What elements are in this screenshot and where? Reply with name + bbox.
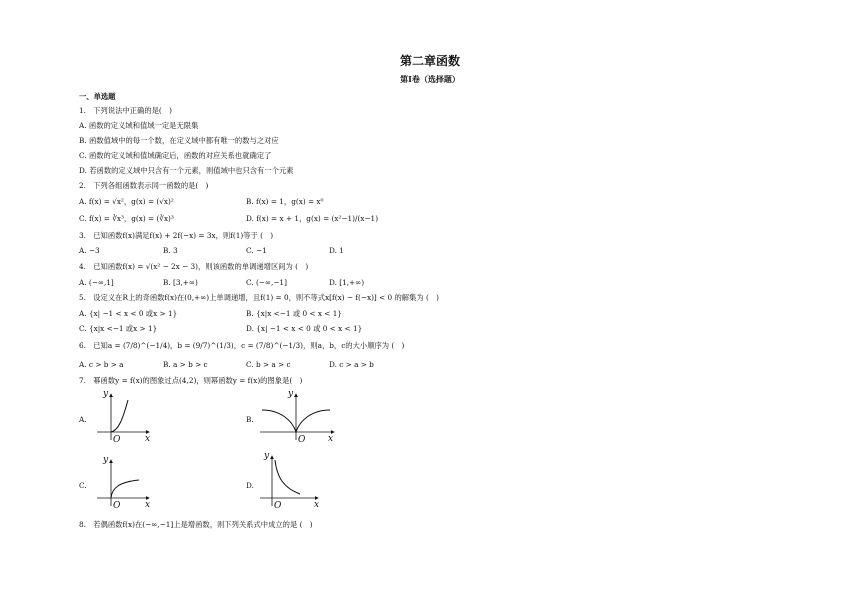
q2-option-c: C. f(x) = ∛x³，g(x) = (∛x)³ [79,214,174,223]
y-label: y [288,389,294,399]
section-heading: 一、单选题 [79,92,116,101]
q1-option-d: D. 若函数的定义域中只含有一个元素，则值域中也只含有一个元素 [79,166,294,175]
q4-option-c: C. (−∞,−1] [246,278,287,287]
page-subtitle: 第I卷（选择题） [400,74,460,84]
q6-option-b: B. a > b > c [163,360,208,369]
x-label: x [328,434,334,444]
q4-option-b: B. [3,+∞) [163,278,198,287]
x-label: x [145,500,151,510]
q7-graph-b [258,390,338,444]
q3-stem: 3. 已知函数f(x)满足f(x) + 2f(−x) = 3x，则f(1)等于 ( ) [79,231,274,240]
q7-graph-a [95,390,155,444]
q2-option-a: A. f(x) = √x²，g(x) = (√x)² [79,197,174,206]
q6-option-a: A. c > b > a [79,360,124,369]
curve [111,400,128,432]
q4-option-a: A. (−∞,1] [79,278,114,287]
q7-graph-d [258,452,324,510]
q6-stem: 6. 已知a = (7/8)^(−1/4)，b = (9/7)^(1/3)，c = (7/8)^(−1/3)，则a，b，c的大小顺序为 ( ) [79,341,405,350]
x-label: x [314,500,320,510]
y-label: y [103,455,109,465]
curve [111,480,139,498]
q8-stem: 8. 若偶函数f(x)在(−∞,−1]上是增函数，则下列关系式中成立的是 ( ) [79,520,313,529]
curve [275,460,300,494]
q2-option-d: D. f(x) = x + 1，g(x) = (x²−1)/(x−1) [246,214,379,223]
q7-label-a: A. [79,415,87,424]
origin-label: O [113,435,121,445]
q3-option-b: B. 3 [163,246,178,255]
page-title: 第二章函数 [399,54,460,68]
origin-label: O [113,501,121,511]
x-label: x [145,434,151,444]
q1-option-c: C. 函数的定义域和值域确定后，函数的对应关系也就确定了 [79,151,272,160]
q7-label-d: D. [246,481,254,490]
q7-graph-c [95,456,155,510]
q4-option-d: D. [1,+∞) [329,278,365,287]
q5-stem: 5. 设定义在R上的奇函数f(x)在(0,+∞)上单调递增，且f(1) = 0，则不等式x[f(x) − f(−x)] < 0 的解集为 ( ) [79,293,439,302]
origin-label: O [274,501,282,511]
q7-stem: 7. 幂函数y = f(x)的图象过点(4,2)，则幂函数y = f(x)的图象是( ) [79,376,303,385]
q3-option-c: C. −1 [246,246,267,255]
y-label: y [264,451,270,461]
q4-stem: 4. 已知函数f(x) = √(x² − 2x − 3)，则该函数的单调递增区间为 ( ) [79,262,309,271]
q5-option-d: D. {x| −1 < x < 0 或 0 < x < 1} [246,324,363,333]
q6-option-c: C. b > a > c [246,360,291,369]
q5-option-c: C. {x|x <−1 或x > 1} [79,324,158,333]
q7-label-b: B. [246,415,254,424]
q1-stem: 1. 下列说法中正确的是( ) [79,106,172,115]
q3-option-d: D. 1 [329,246,344,255]
q7-label-c: C. [79,481,87,490]
q5-option-b: B. {x|x <−1 或 0 < x < 1} [246,309,343,318]
q2-stem: 2. 下列各组函数表示同一函数的是( ) [79,181,209,190]
q1-option-a: A. 函数的定义域和值域一定是无限集 [79,121,199,130]
y-label: y [103,389,109,399]
q5-option-a: A. {x| −1 < x < 0 或x > 1} [79,309,178,318]
q3-option-a: A. −3 [79,246,100,255]
q6-option-d: D. c > a > b [329,360,374,369]
q1-option-b: B. 函数值域中的每一个数，在定义域中都有唯一的数与之对应 [79,136,279,145]
origin-label: O [298,435,306,445]
q2-option-b: B. f(x) = 1，g(x) = x⁰ [246,197,324,206]
